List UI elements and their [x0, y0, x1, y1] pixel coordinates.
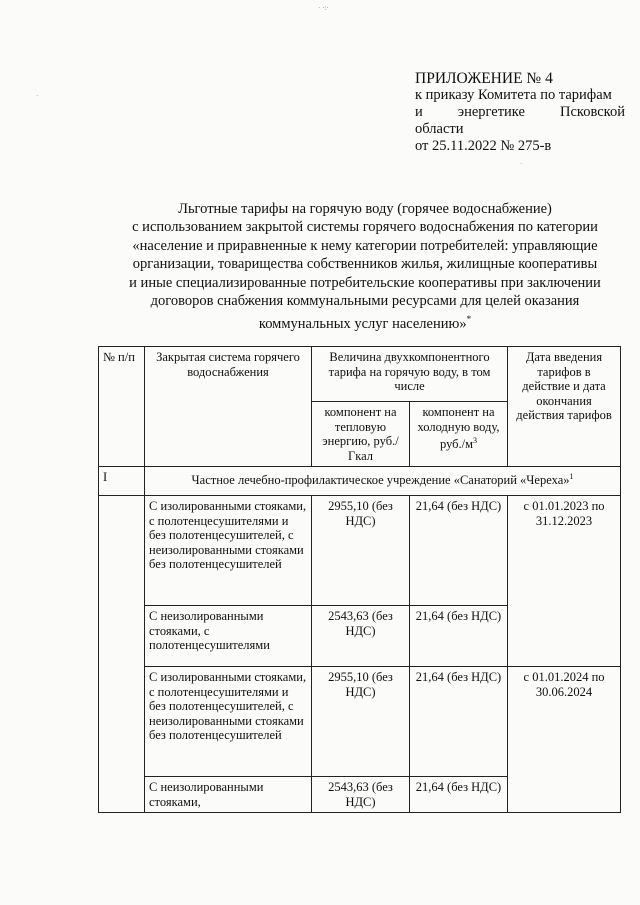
header-system: Закрытая система горячего водоснабжения [145, 347, 312, 467]
table-group-row [99, 467, 621, 496]
row-water-value: 21,64 (без НДС) [410, 496, 508, 606]
group-name [145, 467, 621, 496]
table-row [99, 496, 621, 606]
header-period: Дата введения тарифов в действие и дата окончания действия тарифов [508, 347, 621, 467]
appendix-authority-line [415, 104, 625, 121]
appendix-word: энергетике [457, 104, 525, 120]
row-heat-value: 2543,63 (без НДС) [312, 777, 410, 813]
title-footnote-mark: * [466, 314, 472, 325]
appendix-date-line: от 25.11.2022 № 275-в [415, 138, 552, 154]
header-water-text: компонент на холодную воду, руб./м [417, 405, 500, 452]
title-line: и иные специализированные потребительские кооперативы при заключении [129, 274, 601, 291]
title-line-last: коммунальных услуг населению» [258, 316, 467, 333]
row-period: с 01.01.2023 по 31.12.2023 [508, 496, 621, 667]
group-name-text: Частное лечебно-профилактическое учреждение «Санаторий «Череха» [191, 473, 570, 488]
row-water-value: 21,64 (без НДС) [410, 606, 508, 667]
appendix-region-line: области [415, 121, 464, 137]
group-num-span [99, 496, 145, 813]
scan-speck: · [36, 92, 39, 100]
group-footnote-mark: 1 [569, 472, 574, 481]
appendix-block [415, 70, 625, 155]
appendix-title: ПРИЛОЖЕНИЕ № 4 [415, 70, 553, 87]
row-description: С изолированными стояками, с полотенцесушителями и без полотенцесушителей, с неизолированными стояками без полотенцесушителей [145, 667, 312, 777]
row-description: С изолированными стояками, с полотенцесушителями и без полотенцесушителей, с неизолированными стояками без полотенцесушителей [145, 496, 312, 606]
header-water-sup: 3 [473, 436, 478, 445]
title-line: «население и приравненные к нему категории потребителей: управляющие [132, 237, 598, 254]
row-heat-value: 2543,63 (без НДС) [312, 606, 410, 667]
header-heat-component: компонент на тепловую энергию, руб./Гкал [312, 402, 410, 467]
row-description: С неизолированными стояками, с полотенцесушителями [145, 606, 312, 667]
row-period: с 01.01.2024 по 30.06.2024 [508, 667, 621, 813]
row-description: С неизолированными стояками, [145, 777, 312, 813]
row-heat-value: 2955,10 (без НДС) [312, 496, 410, 606]
table-header-row [99, 347, 621, 402]
appendix-word: Псковской [560, 104, 625, 120]
appendix-order-line: к приказу Комитета по тарифам [415, 87, 612, 103]
title-line: с использованием закрытой системы горячего водоснабжения по категории [132, 219, 598, 236]
tariff-table [98, 346, 621, 813]
header-tariff: Величина двухкомпонентного тарифа на горячую воду, в том числе [312, 347, 508, 402]
scan-speck: · [520, 160, 523, 168]
group-num: I [99, 467, 145, 496]
appendix-word: и [415, 104, 423, 120]
row-water-value: 21,64 (без НДС) [410, 777, 508, 813]
header-water-component [410, 402, 508, 467]
table-row [99, 667, 621, 777]
title-line: организации, товарищества собственников жилья, жилищные кооперативы [132, 256, 598, 273]
scan-speck: · ·:· [318, 4, 329, 12]
title-line [100, 310, 630, 333]
header-num: № п/п [99, 347, 145, 467]
document-title [100, 200, 630, 334]
row-heat-value: 2955,10 (без НДС) [312, 667, 410, 777]
row-water-value: 21,64 (без НДС) [410, 667, 508, 777]
title-line: Льготные тарифы на горячую воду (горячее водоснабжение) [178, 201, 552, 217]
title-line: договоров снабжения коммунальными ресурсами для целей оказания [150, 293, 580, 310]
